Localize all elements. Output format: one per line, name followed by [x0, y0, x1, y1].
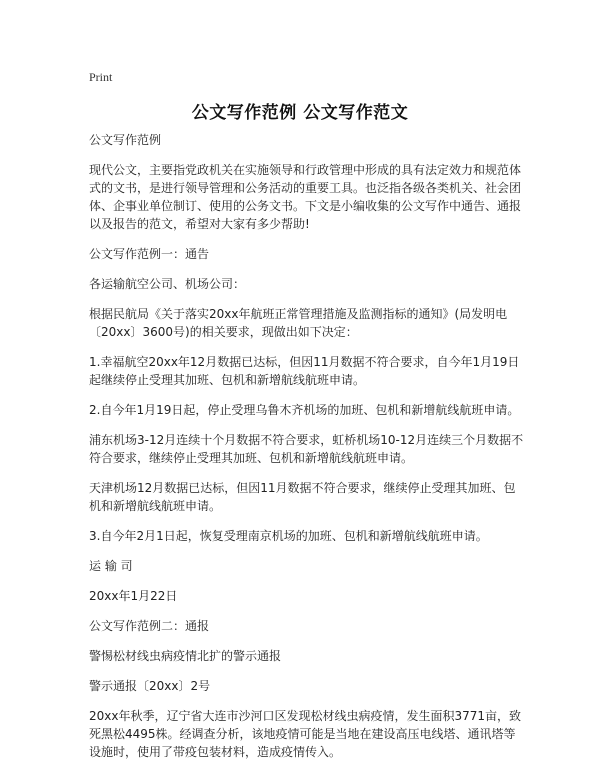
- example-one-heading: 公文写作范例一：通告: [89, 247, 210, 261]
- notice-date: 20xx年1月22日: [89, 589, 178, 603]
- notice-signature: 运 输 司: [89, 559, 133, 573]
- notice-item-3: 3.自今年2月1日起，恢复受理南京机场的加班、包机和新增航线航班申请。: [89, 529, 488, 543]
- section-heading: 公文写作范例: [89, 133, 162, 147]
- bulletin-number: 警示通报〔20xx〕2号: [89, 679, 211, 693]
- page-title: 公文写作范例 公文写作范文: [191, 103, 409, 123]
- notice-item-2: 2.自今年1月19日起，停止受理乌鲁木齐机场的加班、包机和新增航线航班申请。: [89, 403, 520, 417]
- print-link[interactable]: Print: [89, 70, 113, 84]
- bulletin-title: 警惕松材线虫病疫情北扩的警示通报: [89, 649, 282, 663]
- intro-paragraph: 现代公文，主要指党政机关在实施领导和行政管理中形成的具有法定效力和规范体式的文书，是进行领导管理和公务活动的重要工具。也泛指各级各类机关、社会团体、企事业单位制订、使用的公务文书。下文是小编收集的公文写作中通告、通报以及报告的范文，希望对大家有多少帮助!: [89, 163, 522, 231]
- notice-item-1: 1.幸福航空20xx年12月数据已达标，但因11月数据不符合要求，自今年1月19日起继续停止受理其加班、包机和新增航线航班申请。: [89, 355, 520, 387]
- notice-item-2-pudong: 浦东机场3-12月连续十个月数据不符合要求，虹桥机场10-12月连续三个月数据不符合要求，继续停止受理其加班、包机和新增航线航班申请。: [89, 433, 524, 465]
- article-body: [89, 131, 525, 773]
- notice-item-2-tianjin: 天津机场12月数据已达标，但因11月数据不符合要求，继续停止受理其加班、包机和新增航线航班申请。: [89, 481, 516, 513]
- salutation: 各运输航空公司、机场公司：: [89, 277, 246, 291]
- bulletin-body: 20xx年秋季，辽宁省大连市沙河口区发现松材线虫病疫情，发生面积3771亩，致死黑松4495株。经调查分析，该地疫情可能是当地在建设高压电线塔、通讯塔等设施时，使用了带疫包装材料，造成疫情传入。: [89, 709, 522, 759]
- notice-basis: 根据民航局《关于落实20xx年航班正常管理措施及监测指标的通知》(局发明电〔20xx〕3600号)的相关要求，现做出如下决定：: [89, 307, 508, 339]
- example-two-heading: 公文写作范例二：通报: [89, 619, 210, 633]
